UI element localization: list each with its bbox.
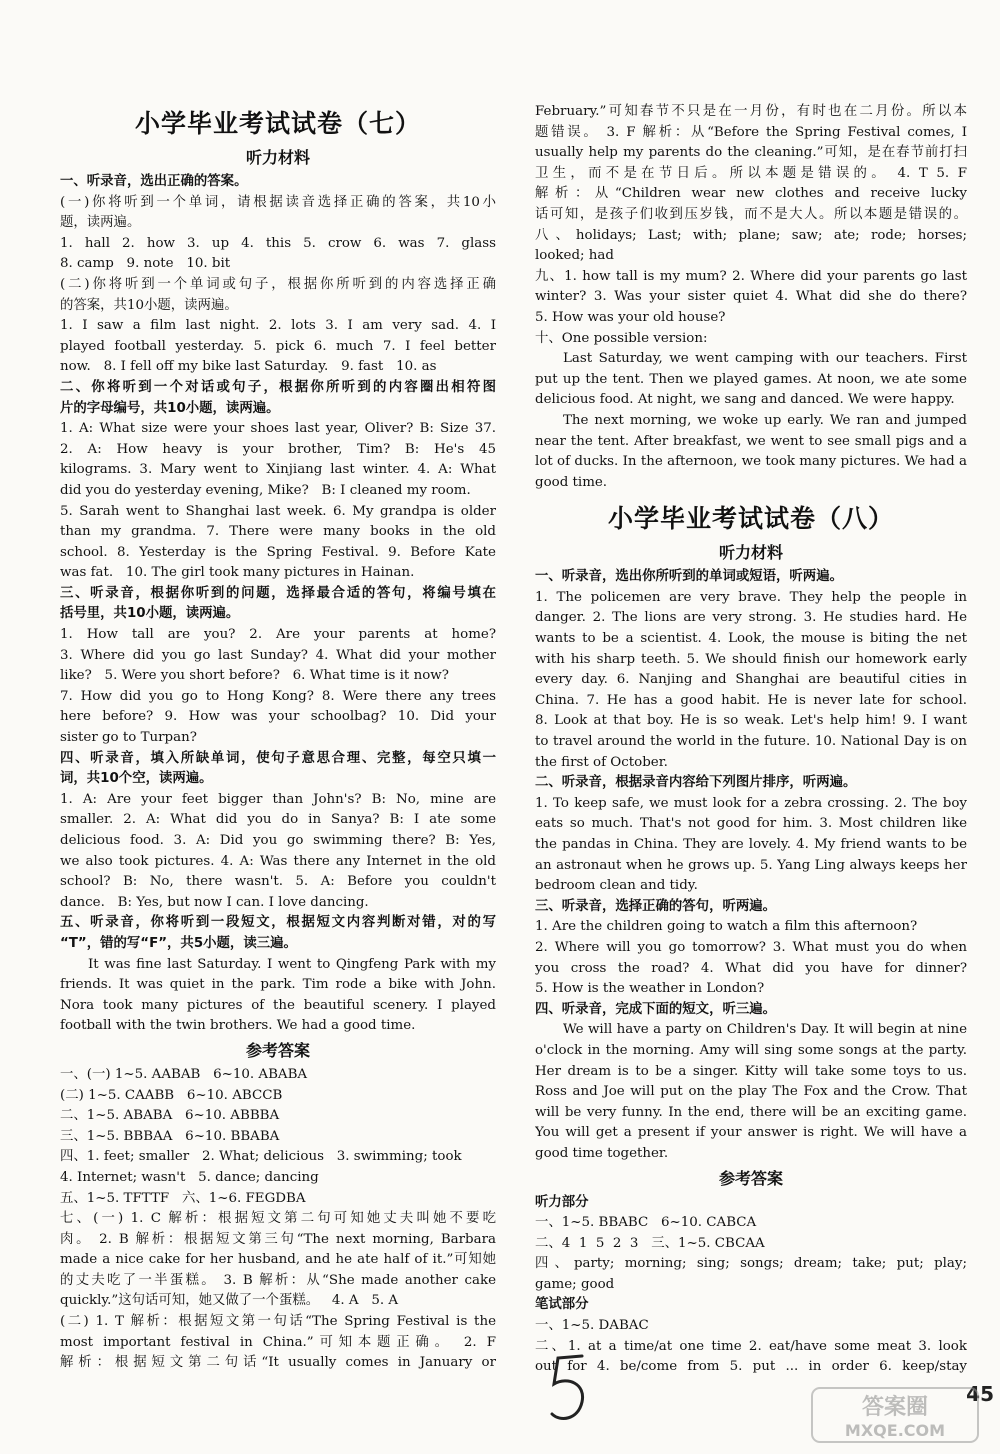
left-section-heading: 词，共10个空，读两遍。: [60, 771, 213, 787]
left-text-line: Nora took many pictures of the beautiful scenery. I played: [60, 997, 496, 1013]
right-text-line: to travel around the world in the future. 10. National Day is on: [535, 734, 967, 750]
left-text-line: 4. Internet; wasn't 5. dance; dancing: [60, 1169, 319, 1185]
right-text-line: 8. Look at that boy. He is so weak. Let's help him! 9. I want: [535, 713, 967, 729]
left-text-line: (一)你将听到一个单词，请根据读音选择正确的答案，共10小: [60, 194, 496, 210]
left-text-line: 2. A: How heavy is your brother, Tim? B: He's 45: [60, 441, 496, 457]
right-text-line: 一、1~5. BBABC 6~10. CABCA: [535, 1215, 757, 1231]
right-section-heading: 笔试部分: [535, 1297, 589, 1313]
left-text-line: smaller. 2. A: What did you do in Sanya? B: I ate some: [60, 812, 496, 828]
right-text-line: winter? 3. Was your sister quiet 4. What did she do there?: [535, 289, 967, 305]
right-text-line: out for 4. be/come from 5. put ... in order 6. keep/stay: [535, 1359, 967, 1375]
right-text-line: 题错误。 3. F 解析：从“Before the Spring Festival comes, I: [535, 124, 967, 140]
right-text-line: Ross and Joe will put on the play The Fox and the Crow. That: [535, 1084, 967, 1100]
left-text-line: now. 8. I fell off my bike last Saturday. 9. fast 10. as: [60, 359, 437, 375]
left-column: [60, 104, 496, 1374]
left-text-line: 3. Where did you go last Sunday? 4. What did your mother: [60, 647, 496, 663]
left-section-heading: 片的字母编号，共10小题，读两遍。: [60, 400, 280, 416]
right-text-line: 1. The policemen are very brave. They help the people in: [535, 589, 967, 605]
right-text-line: good time together.: [535, 1145, 669, 1161]
svg-text:答案圈: 答案圈: [861, 1395, 929, 1420]
right-text-line: will be very funny. In the end, there will be an exciting game.: [535, 1104, 967, 1120]
right-section-heading: 听力部分: [535, 1194, 589, 1210]
listening-material-heading-8: 听力材料: [718, 543, 783, 563]
left-section-heading: 一、听录音，选出正确的答案。: [60, 174, 248, 189]
watermark-logo: [810, 1386, 980, 1444]
left-text-line: kilograms. 3. Mary went to Xinjiang last winter. 4. A: What: [60, 462, 496, 478]
listening-material-heading: 听力材料: [245, 148, 310, 167]
right-text-line: We will have a party on Children's Day. It will begin at nine: [563, 1022, 967, 1038]
left-text-line: 题，读两遍。: [60, 215, 141, 231]
right-text-line: 5. How was your old house?: [535, 309, 726, 325]
left-text-line: made a nice cake for her husband, and he ate half of it.”可知她: [60, 1252, 496, 1268]
right-text-line: 八、holidays; Last; with; plane; saw; ate; rode; horses;: [535, 227, 967, 243]
right-text-line: 5. How is the weather in London?: [535, 981, 765, 997]
left-text-line: played football yesterday. 5. pick 6. much 7. I feel better: [60, 338, 496, 354]
right-text-line: game; good: [535, 1276, 615, 1292]
right-section-heading: 一、听录音，选出你所听到的单词或短语，听两遍。: [535, 569, 843, 585]
left-text-line: sister go to Turpan?: [60, 730, 197, 746]
right-text-line: China. 7. He has a good habit. He is never late for school.: [535, 692, 967, 708]
left-text-line: (二) 1~5. CAABB 6~10. ABCCB: [60, 1087, 283, 1103]
left-text-line: here before? 9. How was your schoolbag? 10. Did your: [60, 709, 496, 725]
right-body-bottom: [535, 567, 967, 1378]
right-text-line: 十、One possible version:: [535, 330, 708, 346]
right-text-line: 话可知，是孩子们收到压岁钱，而不是大人。所以本题是错误的。: [535, 206, 967, 222]
right-text-line: put up the tent. Then we played games. At noon, we ate some: [535, 371, 967, 387]
right-text-line: looked; had: [535, 248, 614, 264]
left-text-line: most important festival in China.”可知本题正确。 2. F: [60, 1334, 496, 1350]
left-text-line: did you do yesterday evening, Mike? B: I cleaned my room.: [60, 482, 471, 498]
left-text-line: 8. camp 9. note 10. bit: [60, 256, 231, 272]
right-text-line: 一、1~5. DABAC: [535, 1318, 649, 1334]
left-text-line: 解析：根据短文第二句话“It usually comes in January or: [60, 1355, 496, 1371]
right-text-line: every day. 6. Nanjing and Shanghai are beautiful cities in: [535, 672, 967, 688]
right-text-line: wants to be a scientist. 4. Look, the mouse is biting the net: [535, 631, 967, 647]
left-text-line: delicious food. 3. A: Did you go swimming there? B: Yes,: [60, 833, 496, 848]
left-text-line: 1. A: What size were your shoes last year, Oliver? B: Size 37.: [60, 421, 496, 437]
right-text-line: usually help my parents do the cleaning.”可知，是在春节前打扫: [535, 145, 967, 161]
right-text-line: You will get a present if your answer is right. We will have a: [535, 1125, 967, 1141]
left-text-line: like? 5. Were you short before? 6. What time is it now?: [60, 668, 449, 684]
left-text-line: 1. hall 2. how 3. up 4. this 5. crow 6. was 7. glass: [60, 235, 496, 251]
left-section-heading: 二、你将听到一个对话或句子，根据你所听到的内容圈出相符图: [60, 379, 496, 395]
right-text-line: good time.: [535, 474, 608, 490]
left-text-line: football with the twin brothers. We had a good time.: [60, 1018, 416, 1034]
right-section-heading: 三、听录音，选择正确的答句，听两遍。: [535, 898, 777, 914]
exam-title-7: 小学毕业考试试卷（七）: [134, 109, 421, 138]
right-text-line: 1. Are the children going to watch a film this afternoon?: [535, 919, 918, 935]
right-text-line: 卫生，而不是在节日后。所以本题是错误的。 4. T 5. F: [535, 165, 967, 181]
left-text-line: It was fine last Saturday. I went to Qingfeng Park with my: [88, 956, 496, 972]
left-text-line: school. 8. Yesterday is the Spring Festival. 9. Before Kate: [60, 544, 496, 560]
left-text-line: 一、(一) 1~5. AABAB 6~10. ABABA: [60, 1066, 308, 1082]
left-text-line: 的丈夫吃了一半蛋糕。 3. B 解析：从“She made another cake: [60, 1272, 496, 1288]
left-section-heading: “T”，错的写“F”，共5小题，读三遍。: [60, 935, 297, 951]
left-text-line: dance. B: Yes, but now I can. I love dancing.: [60, 894, 369, 910]
left-text-line: 七、(一) 1. C 解析：根据短文第二句可知她丈夫叫她不要吃: [60, 1211, 496, 1227]
left-text-line: (二) 1. T 解析：根据短文第一句话“The Spring Festival is the: [60, 1314, 496, 1330]
right-text-line: 解析：从“Children wear new clothes and receive lucky: [535, 186, 967, 202]
right-text-line: an astronaut when he grows up. 5. Yang Ling always keeps her: [535, 857, 967, 873]
left-section-heading: 五、听录音，你将听到一段短文，根据短文内容判断对错，对的写: [60, 915, 496, 931]
right-text-line: 九、1. how tall is my mum? 2. Where did your parents go last: [535, 268, 967, 284]
right-text-line: danger. 2. The lions are very strong. 3. He studies hard. He: [535, 610, 967, 626]
exam-title-8: 小学毕业考试试卷（八）: [607, 504, 894, 534]
right-text-line: with his sharp teeth. 5. We should finish our homework early: [535, 651, 967, 667]
left-text-line: than my grandma. 7. There were many books in the old: [60, 524, 496, 540]
right-text-line: you cross the road? 4. What did you have for dinner?: [535, 960, 967, 976]
left-text-line: 三、1~5. BBBAA 6~10. BBABA: [60, 1128, 280, 1144]
left-text-line: 1. I saw a film last night. 2. lots 3. I am very sad. 4. I: [60, 318, 496, 334]
right-text-line: Last Saturday, we went camping with our teachers. First: [563, 351, 967, 367]
right-text-line: eats so much. That's not good for him. 3. Most children like: [535, 816, 967, 832]
page-number: 45: [966, 1382, 994, 1406]
left-text-line: 7. How did you go to Hong Kong? 8. Were there any trees: [60, 688, 496, 704]
right-text-line: 1. To keep safe, we must look for a zebra crossing. 2. The boy: [535, 795, 967, 811]
right-text-line: the pandas in China. They are lovely. 4. My friend wants to be: [535, 837, 967, 852]
right-text-line: 二、1. at a time/at one time 2. eat/have some meat 3. look: [535, 1338, 967, 1354]
right-answer-heading: 参考答案: [718, 1168, 783, 1188]
right-text-line: delicious food. At night, we sang and danced. We were happy.: [535, 392, 955, 408]
svg-text:MXQE.COM: MXQE.COM: [844, 1421, 946, 1440]
right-text-line: the first of October.: [535, 754, 668, 770]
left-section-heading: 四、听录音，填入所缺单词，使句子意思合理、完整，每空只填一: [60, 750, 496, 766]
left-text-line: was fat. 10. The girl took many pictures in Hainan.: [60, 565, 415, 581]
right-column: [535, 102, 967, 1378]
right-text-line: The next morning, we woke up early. We ran and jumped: [563, 412, 967, 428]
left-body: [60, 172, 496, 1374]
right-text-line: February.”可知春节不只是在一月份，有时也在二月份。所以本: [535, 104, 967, 119]
left-text-line: 5. Sarah went to Shanghai last week. 6. My grandpa is older: [60, 503, 496, 519]
right-text-line: 2. Where will you go tomorrow? 3. What must you do when: [535, 939, 967, 955]
left-text-line: 五、1~5. TFTTF 六、1~6. FEGDBA: [60, 1190, 306, 1206]
left-text-line: (二)你将听到一个单词或句子，根据你所听到的内容选择正确: [60, 276, 496, 292]
right-text-line: bedroom clean and tidy.: [535, 878, 698, 894]
left-text-line: friends. It was quiet in the park. Tim rode a bike with John.: [60, 977, 496, 993]
left-text-line: 四、1. feet; smaller 2. What; delicious 3. swimming; took: [60, 1149, 462, 1165]
right-section-heading: 二、听录音，根据录音内容给下列图片排序，听两遍。: [535, 775, 857, 791]
right-text-line: 四、party; morning; sing; songs; dream; take; put; play;: [535, 1256, 967, 1272]
left-section-heading: 三、听录音，根据你听到的问题，选择最合适的答句，将编号填在: [60, 585, 496, 601]
right-text-line: Her dream is to be a singer. Kitty will take some toys to us.: [535, 1063, 967, 1079]
left-text-line: 肉。 2. B 解析：根据短文第三句“The next morning, Barbara: [60, 1231, 496, 1247]
left-text-line: we also took pictures. 4. A: Was there any Internet in the old: [60, 853, 496, 869]
right-section-heading: 四、听录音，完成下面的短文，听三遍。: [535, 1001, 777, 1017]
left-text-line: 的答案，共10小题，读两遍。: [60, 297, 238, 313]
left-text-line: 二、1~5. ABABA 6~10. ABBBA: [60, 1108, 280, 1124]
right-body-top: [535, 102, 967, 493]
right-text-line: o'clock in the morning. Amy will sing some songs at the party.: [535, 1042, 967, 1058]
left-text-line: 1. How tall are you? 2. Are your parents at home?: [60, 627, 496, 643]
right-text-line: lot of ducks. In the afternoon, we took many pictures. We had a: [535, 454, 967, 470]
left-text-line: school? B: No, there wasn't. 5. A: Before you couldn't: [60, 874, 496, 890]
handwritten-mark: [546, 1350, 592, 1428]
left-text-line: quickly.”这句话可知，她又做了一个蛋糕。 4. A 5. A: [60, 1293, 399, 1309]
right-text-line: near the tent. After breakfast, we went to see small pigs and a: [535, 433, 967, 449]
left-text-line: 1. A: Are your feet bigger than John's? B: No, mine are: [60, 791, 496, 807]
right-text-line: 二、4 1 5 2 3 三、1~5. CBCAA: [535, 1235, 765, 1251]
left-section-heading: 括号里，共10小题，读两遍。: [60, 606, 240, 622]
left-answer-heading: 参考答案: [245, 1040, 310, 1060]
